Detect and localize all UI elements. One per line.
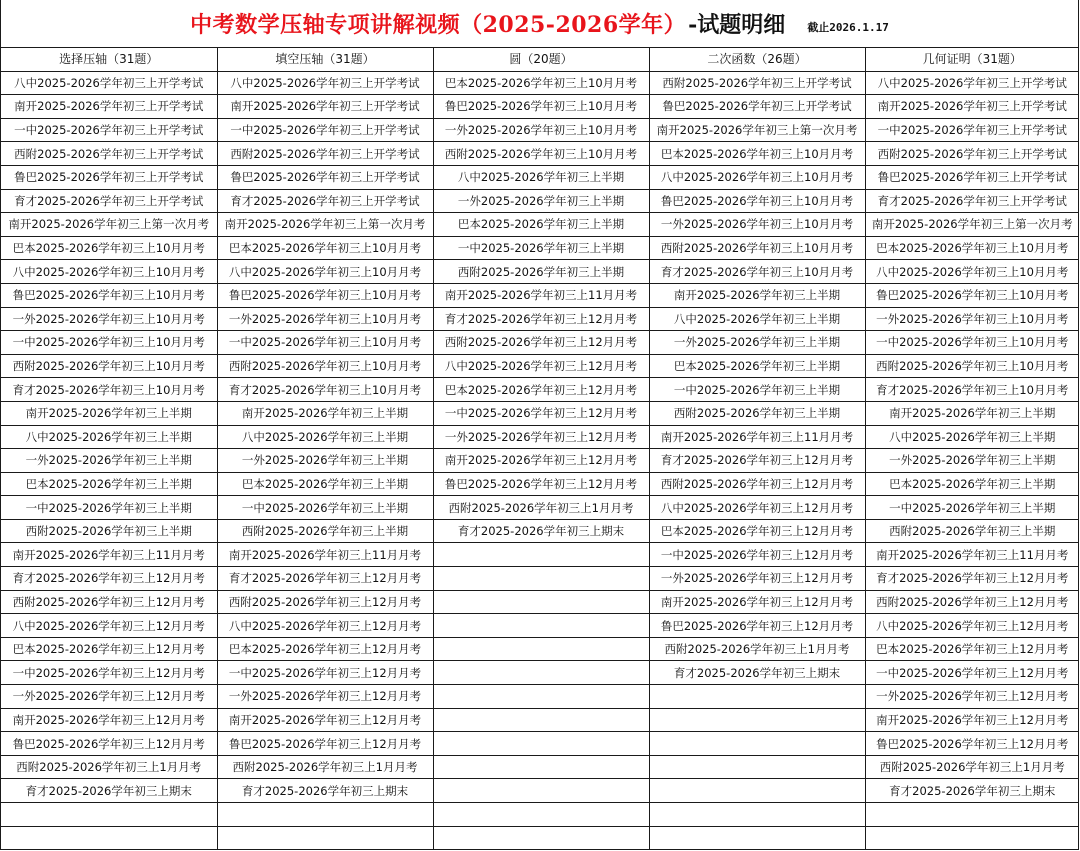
table-cell[interactable]: 鲁巴2025-2026学年初三上12月月考 bbox=[865, 732, 1079, 756]
table-cell[interactable]: 巴本2025-2026学年初三上10月月考 bbox=[433, 71, 649, 95]
table-cell[interactable]: 育才2025-2026学年初三上12月月考 bbox=[433, 307, 649, 331]
title-bar bbox=[1, 0, 1078, 48]
table-cell[interactable]: 一中2025-2026学年初三上12月月考 bbox=[865, 661, 1079, 685]
table-row bbox=[1, 401, 1079, 425]
table-cell[interactable]: 南开2025-2026学年初三上半期 bbox=[649, 283, 865, 307]
table-row bbox=[1, 165, 1079, 189]
table-cell[interactable]: 南开2025-2026学年初三上11月月考 bbox=[433, 283, 649, 307]
table-cell[interactable]: 育才2025-2026学年初三上期末 bbox=[1, 779, 217, 803]
table-cell[interactable]: 育才2025-2026学年初三上12月月考 bbox=[217, 567, 433, 591]
table-cell[interactable]: 西附2025-2026学年初三上10月月考 bbox=[649, 236, 865, 260]
table-row bbox=[1, 283, 1079, 307]
column-header[interactable]: 填空压轴（31题） bbox=[217, 48, 433, 71]
table-cell[interactable]: 巴本2025-2026学年初三上半期 bbox=[649, 354, 865, 378]
table-cell[interactable]: 八中2025-2026学年初三上10月月考 bbox=[649, 165, 865, 189]
table-cell[interactable]: 一外2025-2026学年初三上10月月考 bbox=[649, 213, 865, 237]
table-cell[interactable]: 一外2025-2026学年初三上半期 bbox=[1, 449, 217, 473]
table-cell[interactable]: 育才2025-2026学年初三上12月月考 bbox=[1, 567, 217, 591]
table-cell[interactable]: 一外2025-2026学年初三上10月月考 bbox=[1, 307, 217, 331]
column-header[interactable]: 选择压轴（31题） bbox=[1, 48, 217, 71]
table-cell[interactable]: 西附2025-2026学年初三上1月月考 bbox=[865, 755, 1079, 779]
table-cell[interactable]: 巴本2025-2026学年初三上半期 bbox=[217, 472, 433, 496]
table-cell[interactable]: 巴本2025-2026学年初三上12月月考 bbox=[1, 637, 217, 661]
table-cell[interactable] bbox=[433, 567, 649, 591]
table-cell[interactable]: 西附2025-2026学年初三上开学考试 bbox=[1, 142, 217, 166]
table-row bbox=[1, 260, 1079, 284]
table-cell[interactable]: 八中2025-2026学年初三上开学考试 bbox=[865, 71, 1079, 95]
table-cell[interactable]: 巴本2025-2026学年初三上12月月考 bbox=[433, 378, 649, 402]
header-row bbox=[1, 48, 1079, 71]
table-body bbox=[1, 71, 1079, 850]
table-cell[interactable]: 八中2025-2026学年初三上开学考试 bbox=[1, 71, 217, 95]
table-cell[interactable]: 南开2025-2026学年初三上11月月考 bbox=[649, 425, 865, 449]
table-cell[interactable]: 一中2025-2026学年初三上10月月考 bbox=[217, 331, 433, 355]
table-cell[interactable]: 南开2025-2026学年初三上开学考试 bbox=[1, 95, 217, 119]
table-cell[interactable] bbox=[217, 803, 433, 827]
table-cell[interactable]: 鲁巴2025-2026学年初三上10月月考 bbox=[865, 283, 1079, 307]
table-cell[interactable] bbox=[217, 826, 433, 850]
table-cell[interactable]: 育才2025-2026学年初三上期末 bbox=[433, 519, 649, 543]
table-cell[interactable]: 南开2025-2026学年初三上半期 bbox=[1, 401, 217, 425]
table-cell[interactable]: 西附2025-2026学年初三上开学考试 bbox=[865, 142, 1079, 166]
table-cell[interactable]: 南开2025-2026学年初三上11月月考 bbox=[865, 543, 1079, 567]
table-row bbox=[1, 685, 1079, 709]
table-cell[interactable]: 八中2025-2026学年初三上10月月考 bbox=[865, 260, 1079, 284]
table-cell[interactable]: 育才2025-2026学年初三上开学考试 bbox=[217, 189, 433, 213]
table-cell[interactable] bbox=[433, 543, 649, 567]
table-cell[interactable]: 西附2025-2026学年初三上半期 bbox=[1, 519, 217, 543]
table-cell[interactable]: 西附2025-2026学年初三上10月月考 bbox=[217, 354, 433, 378]
table-cell[interactable] bbox=[433, 685, 649, 709]
table-cell[interactable]: 一外2025-2026学年初三上半期 bbox=[217, 449, 433, 473]
table-row bbox=[1, 519, 1079, 543]
table-cell[interactable]: 西附2025-2026学年初三上1月月考 bbox=[217, 755, 433, 779]
table-cell[interactable]: 西附2025-2026学年初三上10月月考 bbox=[865, 354, 1079, 378]
table-cell[interactable]: 一外2025-2026学年初三上半期 bbox=[433, 189, 649, 213]
table-row bbox=[1, 331, 1079, 355]
table-cell[interactable] bbox=[865, 803, 1079, 827]
table-cell[interactable]: 南开2025-2026学年初三上11月月考 bbox=[1, 543, 217, 567]
table-cell[interactable]: 一中2025-2026学年初三上半期 bbox=[433, 236, 649, 260]
table-cell[interactable]: 巴本2025-2026学年初三上10月月考 bbox=[1, 236, 217, 260]
table-cell[interactable]: 八中2025-2026学年初三上10月月考 bbox=[217, 260, 433, 284]
table-cell[interactable]: 鲁巴2025-2026学年初三上开学考试 bbox=[865, 165, 1079, 189]
table-row bbox=[1, 472, 1079, 496]
table-cell[interactable]: 巴本2025-2026学年初三上12月月考 bbox=[865, 637, 1079, 661]
table-row bbox=[1, 307, 1079, 331]
table-cell[interactable]: 南开2025-2026学年初三上12月月考 bbox=[649, 590, 865, 614]
table-row bbox=[1, 142, 1079, 166]
table-cell[interactable]: 一中2025-2026学年初三上半期 bbox=[1, 496, 217, 520]
table-row bbox=[1, 95, 1079, 119]
table-cell[interactable]: 一中2025-2026学年初三上半期 bbox=[217, 496, 433, 520]
table-cell[interactable]: 育才2025-2026学年初三上12月月考 bbox=[865, 567, 1079, 591]
table-cell[interactable] bbox=[1, 803, 217, 827]
cutoff-date: 截止2026.1.17 bbox=[807, 20, 889, 34]
table-cell[interactable]: 一外2025-2026学年初三上12月月考 bbox=[865, 685, 1079, 709]
table-cell[interactable]: 西附2025-2026学年初三上12月月考 bbox=[649, 472, 865, 496]
table-cell[interactable]: 一中2025-2026学年初三上10月月考 bbox=[865, 331, 1079, 355]
table-cell[interactable] bbox=[649, 708, 865, 732]
table-cell[interactable]: 南开2025-2026学年初三上半期 bbox=[865, 401, 1079, 425]
table-cell[interactable]: 八中2025-2026学年初三上半期 bbox=[649, 307, 865, 331]
table-cell[interactable]: 南开2025-2026学年初三上半期 bbox=[217, 401, 433, 425]
table-row bbox=[1, 567, 1079, 591]
table-cell[interactable] bbox=[1, 826, 217, 850]
table-cell[interactable]: 一外2025-2026学年初三上12月月考 bbox=[217, 685, 433, 709]
table-cell[interactable]: 巴本2025-2026学年初三上半期 bbox=[1, 472, 217, 496]
table-cell[interactable] bbox=[865, 826, 1079, 850]
table-cell[interactable]: 巴本2025-2026学年初三上12月月考 bbox=[217, 637, 433, 661]
table-cell[interactable]: 西附2025-2026学年初三上半期 bbox=[433, 260, 649, 284]
table-cell[interactable]: 一外2025-2026学年初三上半期 bbox=[649, 331, 865, 355]
table-cell[interactable]: 南开2025-2026学年初三上12月月考 bbox=[1, 708, 217, 732]
table-cell[interactable]: 一中2025-2026学年初三上12月月考 bbox=[217, 661, 433, 685]
table-cell[interactable]: 八中2025-2026学年初三上半期 bbox=[217, 425, 433, 449]
table-row bbox=[1, 378, 1079, 402]
table-cell[interactable]: 巴本2025-2026学年初三上12月月考 bbox=[649, 519, 865, 543]
table-cell[interactable]: 一中2025-2026学年初三上12月月考 bbox=[1, 661, 217, 685]
table-cell[interactable] bbox=[433, 661, 649, 685]
table-cell[interactable] bbox=[649, 732, 865, 756]
table-cell[interactable]: 一中2025-2026学年初三上12月月考 bbox=[433, 401, 649, 425]
table-cell[interactable] bbox=[649, 685, 865, 709]
table-cell[interactable]: 南开2025-2026学年初三上第一次月考 bbox=[1, 213, 217, 237]
table-cell[interactable]: 西附2025-2026学年初三上1月月考 bbox=[649, 637, 865, 661]
table-cell[interactable]: 南开2025-2026学年初三上第一次月考 bbox=[217, 213, 433, 237]
table-cell[interactable]: 巴本2025-2026学年初三上半期 bbox=[433, 213, 649, 237]
table-cell[interactable]: 鲁巴2025-2026学年初三上开学考试 bbox=[649, 95, 865, 119]
table-cell[interactable]: 巴本2025-2026学年初三上10月月考 bbox=[217, 236, 433, 260]
table-cell[interactable]: 育才2025-2026学年初三上开学考试 bbox=[865, 189, 1079, 213]
table-cell[interactable]: 八中2025-2026学年初三上12月月考 bbox=[217, 614, 433, 638]
table-cell[interactable]: 南开2025-2026学年初三上12月月考 bbox=[433, 449, 649, 473]
table-cell[interactable]: 鲁巴2025-2026学年初三上开学考试 bbox=[1, 165, 217, 189]
table-row bbox=[1, 496, 1079, 520]
table-cell[interactable] bbox=[433, 590, 649, 614]
table-cell[interactable]: 鲁巴2025-2026学年初三上12月月考 bbox=[1, 732, 217, 756]
page-title-suffix: -试题明细 bbox=[688, 12, 786, 38]
table-cell[interactable]: 巴本2025-2026学年初三上10月月考 bbox=[649, 142, 865, 166]
table-row bbox=[1, 755, 1079, 779]
table-cell[interactable]: 一外2025-2026学年初三上10月月考 bbox=[865, 307, 1079, 331]
table-cell[interactable]: 西附2025-2026学年初三上10月月考 bbox=[1, 354, 217, 378]
table-cell[interactable]: 南开2025-2026学年初三上开学考试 bbox=[217, 95, 433, 119]
page-title: 中考数学压轴专项讲解视频（2025-2026学年） bbox=[190, 12, 687, 38]
table-cell[interactable] bbox=[433, 732, 649, 756]
table-cell[interactable]: 八中2025-2026学年初三上12月月考 bbox=[1, 614, 217, 638]
table-cell[interactable]: 一中2025-2026学年初三上开学考试 bbox=[217, 118, 433, 142]
table-cell[interactable]: 育才2025-2026学年初三上10月月考 bbox=[649, 260, 865, 284]
table-cell[interactable]: 八中2025-2026学年初三上12月月考 bbox=[649, 496, 865, 520]
table-cell[interactable]: 一外2025-2026学年初三上12月月考 bbox=[649, 567, 865, 591]
table-cell[interactable]: 西附2025-2026学年初三上1月月考 bbox=[1, 755, 217, 779]
table-cell[interactable]: 一中2025-2026学年初三上半期 bbox=[865, 496, 1079, 520]
table-row bbox=[1, 826, 1079, 850]
table-cell[interactable]: 西附2025-2026学年初三上半期 bbox=[217, 519, 433, 543]
table-row bbox=[1, 637, 1079, 661]
column-header[interactable]: 圆（20题） bbox=[433, 48, 649, 71]
table-cell[interactable]: 八中2025-2026学年初三上半期 bbox=[865, 425, 1079, 449]
table-cell[interactable]: 西附2025-2026学年初三上开学考试 bbox=[217, 142, 433, 166]
table-row bbox=[1, 661, 1079, 685]
table-cell[interactable]: 鲁巴2025-2026学年初三上12月月考 bbox=[649, 614, 865, 638]
table-cell[interactable]: 西附2025-2026学年初三上12月月考 bbox=[217, 590, 433, 614]
table-cell[interactable]: 南开2025-2026学年初三上11月月考 bbox=[217, 543, 433, 567]
table-cell[interactable]: 西附2025-2026学年初三上1月月考 bbox=[433, 496, 649, 520]
table-cell[interactable] bbox=[433, 826, 649, 850]
exam-table bbox=[1, 48, 1079, 850]
table-row bbox=[1, 449, 1079, 473]
table-cell[interactable]: 南开2025-2026学年初三上第一次月考 bbox=[649, 118, 865, 142]
table-row bbox=[1, 118, 1079, 142]
table-cell[interactable] bbox=[433, 708, 649, 732]
table-cell[interactable]: 西附2025-2026学年初三上半期 bbox=[865, 519, 1079, 543]
table-cell[interactable]: 鲁巴2025-2026学年初三上12月月考 bbox=[217, 732, 433, 756]
table-row bbox=[1, 236, 1079, 260]
table-cell[interactable]: 育才2025-2026学年初三上期末 bbox=[217, 779, 433, 803]
table-row bbox=[1, 732, 1079, 756]
table-cell[interactable] bbox=[649, 826, 865, 850]
table-cell[interactable]: 鲁巴2025-2026学年初三上10月月考 bbox=[217, 283, 433, 307]
table-cell[interactable] bbox=[649, 779, 865, 803]
table-cell[interactable]: 南开2025-2026学年初三上12月月考 bbox=[865, 708, 1079, 732]
table-row bbox=[1, 779, 1079, 803]
table-cell[interactable] bbox=[433, 637, 649, 661]
table-cell[interactable]: 西附2025-2026学年初三上开学考试 bbox=[649, 71, 865, 95]
table-cell[interactable]: 八中2025-2026学年初三上12月月考 bbox=[865, 614, 1079, 638]
table-cell[interactable]: 西附2025-2026学年初三上12月月考 bbox=[865, 590, 1079, 614]
table-cell[interactable]: 西附2025-2026学年初三上12月月考 bbox=[1, 590, 217, 614]
table-cell[interactable]: 八中2025-2026学年初三上开学考试 bbox=[217, 71, 433, 95]
table-cell[interactable]: 一中2025-2026学年初三上10月月考 bbox=[1, 331, 217, 355]
table-row bbox=[1, 590, 1079, 614]
table-cell[interactable]: 八中2025-2026学年初三上半期 bbox=[433, 165, 649, 189]
table-cell[interactable]: 育才2025-2026学年初三上期末 bbox=[865, 779, 1079, 803]
table-cell[interactable]: 一外2025-2026学年初三上12月月考 bbox=[1, 685, 217, 709]
table-cell[interactable]: 育才2025-2026学年初三上10月月考 bbox=[1, 378, 217, 402]
table-cell[interactable]: 一中2025-2026学年初三上12月月考 bbox=[649, 543, 865, 567]
table-cell[interactable] bbox=[433, 779, 649, 803]
table-cell[interactable]: 育才2025-2026学年初三上开学考试 bbox=[1, 189, 217, 213]
table-cell[interactable]: 西附2025-2026学年初三上12月月考 bbox=[433, 331, 649, 355]
table-cell[interactable]: 鲁巴2025-2026学年初三上10月月考 bbox=[1, 283, 217, 307]
column-header[interactable]: 二次函数（26题） bbox=[649, 48, 865, 71]
table-cell[interactable] bbox=[433, 755, 649, 779]
table-cell[interactable]: 育才2025-2026学年初三上10月月考 bbox=[217, 378, 433, 402]
table-frame bbox=[1, 48, 1079, 850]
table-cell[interactable]: 鲁巴2025-2026学年初三上开学考试 bbox=[217, 165, 433, 189]
column-header[interactable]: 几何证明（31题） bbox=[865, 48, 1079, 71]
table-cell[interactable]: 一中2025-2026学年初三上开学考试 bbox=[865, 118, 1079, 142]
table-cell[interactable]: 南开2025-2026学年初三上第一次月考 bbox=[865, 213, 1079, 237]
table-cell[interactable] bbox=[433, 614, 649, 638]
table-cell[interactable] bbox=[649, 755, 865, 779]
table-cell[interactable]: 一中2025-2026学年初三上半期 bbox=[649, 378, 865, 402]
table-cell[interactable]: 巴本2025-2026学年初三上10月月考 bbox=[865, 236, 1079, 260]
table-row bbox=[1, 71, 1079, 95]
table-cell[interactable]: 八中2025-2026学年初三上半期 bbox=[1, 425, 217, 449]
table-cell[interactable]: 一外2025-2026学年初三上10月月考 bbox=[217, 307, 433, 331]
table-cell[interactable]: 育才2025-2026学年初三上期末 bbox=[649, 661, 865, 685]
table-cell[interactable] bbox=[649, 803, 865, 827]
table-cell[interactable]: 一外2025-2026学年初三上半期 bbox=[865, 449, 1079, 473]
table-cell[interactable]: 西附2025-2026学年初三上10月月考 bbox=[433, 142, 649, 166]
table-row bbox=[1, 614, 1079, 638]
table-row bbox=[1, 425, 1079, 449]
table-cell[interactable]: 巴本2025-2026学年初三上半期 bbox=[865, 472, 1079, 496]
table-row bbox=[1, 189, 1079, 213]
table-cell[interactable]: 南开2025-2026学年初三上开学考试 bbox=[865, 95, 1079, 119]
table-cell[interactable]: 西附2025-2026学年初三上半期 bbox=[649, 401, 865, 425]
table-cell[interactable]: 鲁巴2025-2026学年初三上10月月考 bbox=[433, 95, 649, 119]
table-cell[interactable]: 南开2025-2026学年初三上12月月考 bbox=[217, 708, 433, 732]
table-row bbox=[1, 354, 1079, 378]
table-row bbox=[1, 708, 1079, 732]
table-cell[interactable]: 一外2025-2026学年初三上10月月考 bbox=[433, 118, 649, 142]
table-cell[interactable] bbox=[433, 803, 649, 827]
table-row bbox=[1, 213, 1079, 237]
table-cell[interactable]: 育才2025-2026学年初三上12月月考 bbox=[649, 449, 865, 473]
table-cell[interactable]: 鲁巴2025-2026学年初三上12月月考 bbox=[433, 472, 649, 496]
table-cell[interactable]: 一中2025-2026学年初三上开学考试 bbox=[1, 118, 217, 142]
table-row bbox=[1, 543, 1079, 567]
table-row bbox=[1, 803, 1079, 827]
table-cell[interactable]: 一外2025-2026学年初三上12月月考 bbox=[433, 425, 649, 449]
table-cell[interactable]: 鲁巴2025-2026学年初三上10月月考 bbox=[649, 189, 865, 213]
table-cell[interactable]: 育才2025-2026学年初三上10月月考 bbox=[865, 378, 1079, 402]
table-cell[interactable]: 八中2025-2026学年初三上12月月考 bbox=[433, 354, 649, 378]
table-cell[interactable]: 八中2025-2026学年初三上10月月考 bbox=[1, 260, 217, 284]
